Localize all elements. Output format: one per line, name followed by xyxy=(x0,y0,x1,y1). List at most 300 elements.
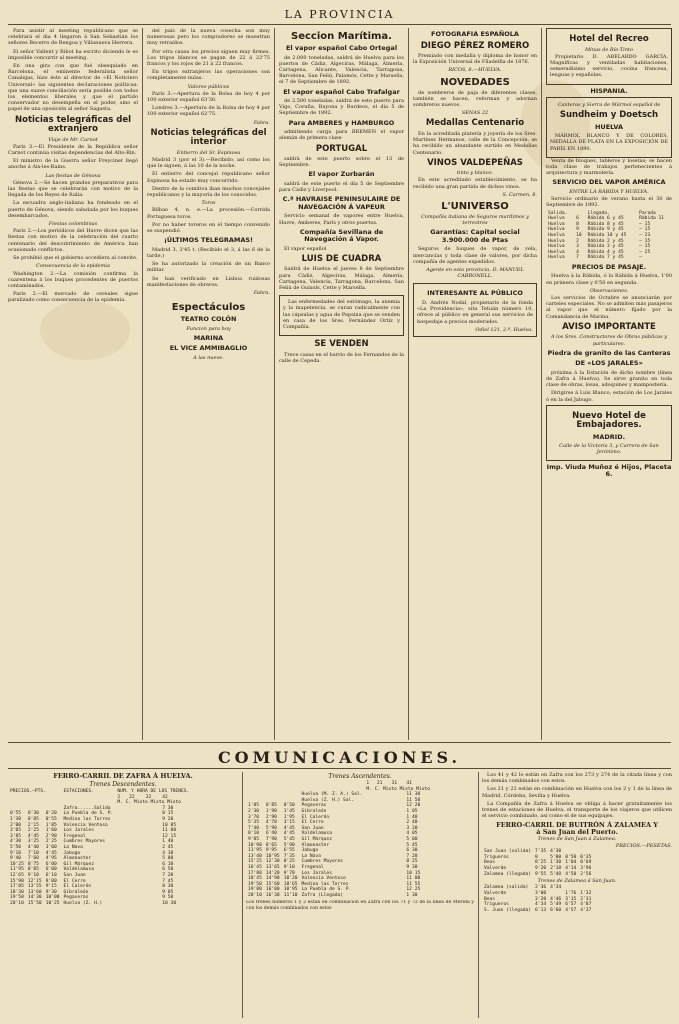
paragraph: Génova 2.—Se hacen grandes preparativos para las fiestas que se celebrarán con motivo de la llegada de los Reyes de Italia. xyxy=(8,179,138,199)
table-cell: Beas xyxy=(484,860,496,866)
table-cell: — 15 xyxy=(639,227,651,233)
table-cell: 6'40 xyxy=(265,831,277,837)
column-divider xyxy=(478,772,479,1018)
table-cell: La Puebla de S. P. xyxy=(63,811,114,817)
theatre-note: Funcion para hoy xyxy=(186,325,231,332)
column-divider xyxy=(242,772,243,1018)
table-cell: 2'31 xyxy=(580,896,592,902)
table-cell: Almonaster xyxy=(301,842,330,848)
table-cell: 2'25 xyxy=(45,839,57,845)
ad-title: SE VENDEN xyxy=(314,339,369,350)
paragraph: Servicio ordinario de verano hasta el 30 de Septiembre de 1892. xyxy=(546,196,672,209)
table-cell: 7'35 xyxy=(535,849,547,855)
column-1 xyxy=(8,28,138,740)
table-cell: Gibraleón xyxy=(301,808,327,814)
table-cell: Fregenal xyxy=(301,864,324,870)
paragraph: saldrá de este puerto sobre el 13 de Septiembre. xyxy=(279,156,404,169)
table-cell xyxy=(375,893,390,899)
table-cell: 14'90 xyxy=(265,876,280,882)
table-cell: 8'85 xyxy=(27,867,39,873)
timetable-title: FERRO-CARRIL DE BUITRÓN Á ZALAMEA Y xyxy=(496,821,658,830)
section-heading: Seccion Marítima. xyxy=(291,31,392,42)
table-cell: 10'65 xyxy=(283,881,298,887)
table-cell: 2 40 xyxy=(406,820,418,826)
table-cell: 2'36 xyxy=(535,885,547,891)
table-row xyxy=(8,817,191,823)
table-cell: Jabugo xyxy=(63,850,81,856)
table-cell: 1 05 xyxy=(406,808,418,814)
ferry-schedule-table xyxy=(546,211,672,261)
table-cell: 13'55 xyxy=(27,884,42,890)
table-cell: Zafra......Salida xyxy=(63,805,111,811)
timetable-subtitle: Trenes Descendentes. xyxy=(89,781,157,788)
table-cell: 5'45 xyxy=(283,836,295,842)
table-cell: 6'00 xyxy=(45,861,57,867)
table-cell: 16'30 xyxy=(265,892,280,898)
table-cell: — 15 xyxy=(639,244,651,250)
table-cell: Huelva xyxy=(548,238,565,244)
section-rule xyxy=(8,742,671,743)
table-cell: 3'20 xyxy=(535,896,547,902)
paragraph: Los 41 y 42 lo están en Zafra con los 273 y 274 de la citada línea y con los demás combinados con estos. xyxy=(482,772,672,785)
table-cell: Valdelamusa xyxy=(301,831,332,837)
table-cell: 3'70 xyxy=(248,814,260,820)
table-cell: S. Juan (llegada) xyxy=(484,907,532,913)
imprint: Imp. Viuda Muñoz é Hijos, Placeta 6. xyxy=(546,462,672,479)
table-cell: 8 25 xyxy=(406,859,418,865)
paragraph: MÁRMOL BLANCO Y DE COLORES, MEDALLA DE PLATA EN LA EXPOSICIÓN DE PARÍS EN 1890. xyxy=(550,133,668,152)
timetable xyxy=(246,781,432,898)
table-cell: 7'90 xyxy=(265,836,277,842)
table-row xyxy=(482,908,593,914)
train-types: M. C. Mixto Mixto Mixto xyxy=(117,800,181,806)
train-number: 21 xyxy=(376,781,383,786)
table-cell: 4 10 xyxy=(162,850,174,856)
table-cell: 6'00 xyxy=(45,867,57,873)
table-cell: 0'50 xyxy=(565,854,577,860)
timetable xyxy=(482,885,593,913)
table-header: Parada xyxy=(639,210,656,216)
table-cell: 10 05 xyxy=(162,822,177,828)
column-3 xyxy=(279,28,404,740)
table-cell: Almonaster xyxy=(63,856,92,862)
table-cell: 3'15 xyxy=(283,820,295,826)
table-cell: 11 30 xyxy=(406,792,421,798)
table-cell: Zafra (Llegada) xyxy=(301,892,344,898)
ad-title: Compañía Sevillana de Navegación á Vapor. xyxy=(299,227,384,244)
table-cell: Rábida 6 y 45 xyxy=(587,216,624,222)
table-cell: 1'85 xyxy=(45,822,57,828)
table-cell: 6'60 xyxy=(550,907,562,913)
table-cell: 1'30 xyxy=(10,816,22,822)
ad-title: PORTUGAL xyxy=(315,143,368,154)
table-row xyxy=(546,216,672,222)
ad-address: SENAS 22 xyxy=(461,110,489,117)
table-cell: 6'57 xyxy=(565,902,577,908)
ad-title: INTERESANTE AL PÚBLICO xyxy=(427,289,523,298)
table-cell: Los Jarales xyxy=(63,828,94,834)
table-cell: 13'60 xyxy=(27,889,42,895)
table-cell: Huelva (M. Z. A.) Sal. xyxy=(301,792,363,798)
paragraph: D. Andrés Nodal, propietario de la fonda «La Providencia», sita Tetuán número 10, ofrece al público en general sus servicios de hospedaje a precios moderados. xyxy=(417,299,533,325)
table-cell: 8'75 xyxy=(27,861,39,867)
paragraph: Se prohibió que el gobierno accediera al convite. xyxy=(13,255,138,262)
table-cell: 2'00 xyxy=(10,822,22,828)
table-cell: 8'10 xyxy=(248,831,260,837)
table-cell: 9'85 xyxy=(248,836,260,842)
table-cell: 1'05 xyxy=(248,803,260,809)
subheading: Observaciones. xyxy=(589,287,629,294)
table-cell: 10'20 xyxy=(283,876,298,882)
table-cell: 3'15 xyxy=(565,896,577,902)
table-cell: 4'50 xyxy=(565,871,577,877)
table-cell: 5 00 xyxy=(162,856,174,862)
table-cell: 2'90 xyxy=(45,833,57,839)
table-cell: 4'30 xyxy=(10,839,22,845)
table-header: PRECIOS.—PTS. xyxy=(10,789,46,794)
table-cell: 9'20 xyxy=(535,866,547,872)
table-cell: 11'95 xyxy=(10,867,24,873)
table-cell: — 15 xyxy=(639,221,651,227)
table-cell: 5'00 xyxy=(550,854,562,860)
ad-title: LUIS DE CUADRA xyxy=(301,253,382,264)
table-cell: 13'40 xyxy=(248,853,262,859)
table-cell: — 23 xyxy=(639,232,651,238)
section-heading: Espectáculos xyxy=(171,302,246,314)
table-cell: 9'95 xyxy=(265,848,277,854)
table-cell: 5'90 xyxy=(283,842,295,848)
table-cell: Huelva xyxy=(548,244,565,250)
table-cell: 7'60 xyxy=(27,856,39,862)
table-cell: 1'76 xyxy=(565,891,577,896)
table-cell: San Juan xyxy=(301,825,324,831)
paragraph: Londres 3.—Apertura de la Bolsa de hoy 4 por 100 exterior español 62'75. xyxy=(147,105,270,118)
paragraph: Madrid 3 (por el 3).—Recibido, así como los que le siguen, á las 10 de la noche. xyxy=(147,157,270,170)
table-cell: 15'60 xyxy=(265,881,280,887)
table-cell: 13'65 xyxy=(265,864,280,870)
ad-address: Calle de la Victoria 3, y Carrera de San Jerónimo. xyxy=(559,443,659,456)
ad-title: SERVICIO DEL VAPOR AMÉRICA xyxy=(552,178,666,187)
paragraph: París 2.—Los periódicos del Havre dicen que las fiestas con motivo de la celebración del cuarto centenario del descubrimiento de América han ocasionado conflictos. xyxy=(8,228,138,253)
table-cell: 11'10 xyxy=(283,892,298,898)
table-cell: 17'05 xyxy=(10,884,24,890)
table-cell: 4'45 xyxy=(45,850,57,856)
table-cell: 0'30 xyxy=(27,811,39,817)
ad-title: VINOS VALDEPEÑAS xyxy=(427,157,523,168)
table-cell: 5'50 xyxy=(10,844,22,850)
ad-sub: A los Sres. Constructores de Obras públicas y particulares. xyxy=(550,334,668,347)
table-cell: 8'25 xyxy=(535,860,547,866)
ad-title: Nuevo Hotel de Embajadores. xyxy=(572,410,646,431)
table-cell: 4'45 xyxy=(283,831,295,837)
section-rule xyxy=(8,768,671,769)
table-cell: Medina las Torres xyxy=(63,816,111,822)
table-cell: 8 xyxy=(576,221,579,227)
table-cell: 9 05 xyxy=(162,889,174,895)
table-cell: 10'95 xyxy=(283,887,298,893)
table-cell: 9'10 xyxy=(10,850,22,856)
table-cell: 2'25 xyxy=(27,828,39,834)
ad-title: El vapor español Cabo Ortegal xyxy=(285,44,398,52)
table-cell: 4'46 xyxy=(550,896,562,902)
table-cell: 9 50 xyxy=(162,895,174,901)
table-cell: 12'30 xyxy=(265,859,280,865)
table-cell: 8 xyxy=(535,854,538,860)
paragraph: Se ha autorizado la creación de un Banco militar. xyxy=(147,261,270,274)
table-cell: 1 30 xyxy=(406,892,418,898)
section-heading: ¡ÚLTIMOS TELEGRAMAS! xyxy=(163,236,254,245)
table-cell: Medina las Torres xyxy=(301,881,349,887)
paragraph: de 2.000 toneladas, saldrá de Huelva para los puertos de Cádiz, Algeciras, Málaga, Almería, Cartagena, Alicante, Valencia, Tarragona, Barcelona, San Feliú, Palamós, Cette y Marsella, el 7 de Septiembre de 1892. xyxy=(279,54,404,86)
timetable xyxy=(8,789,191,906)
paragraph: La escuadra anglo-italiana ha fondeado en el puerto de Génova, siendo saludada por los buques desembarcados. xyxy=(8,200,138,219)
table-cell: 14'30 xyxy=(27,895,42,901)
table-cell: Trigueros xyxy=(484,854,509,860)
fare-heading: PRECIOS.—PESETAS. xyxy=(615,843,672,850)
table-cell: 3'85 xyxy=(10,833,22,839)
table-cell: Trigueros xyxy=(484,902,509,908)
table-cell: 11 00 xyxy=(162,828,177,834)
paragraph: del país de la nueva cosecha son muy numerosas pero los compradores se muestran muy retraídos. xyxy=(147,28,270,47)
table-cell: 4'40 xyxy=(27,844,39,850)
table-cell: 5'48 xyxy=(550,871,562,877)
ad-address: Odiel 121, 2.º, Huelva. xyxy=(475,326,533,333)
table-cell: 8'25 xyxy=(283,859,295,865)
table-cell: El Cerro xyxy=(301,820,324,826)
paragraph: admitiendo carga para BREMEN el vapor alemán de primera clase xyxy=(279,129,404,142)
theatre-play: MARINA xyxy=(193,333,224,342)
ad-address: RICOS, 8.—HUELVA. xyxy=(448,67,502,74)
table-cell: 4'34 xyxy=(550,885,562,891)
table-cell: 0'20 xyxy=(45,811,57,817)
table-cell: 6 30 xyxy=(406,848,418,854)
table-cell: 0'55 xyxy=(10,811,22,817)
table-cell xyxy=(144,901,161,907)
table-cell: 1'30 xyxy=(550,860,562,866)
table-cell: 10'25 xyxy=(10,861,24,867)
column-2 xyxy=(147,28,270,740)
column-divider xyxy=(274,28,275,740)
subheading: Valores públicos xyxy=(187,83,230,90)
paragraph: Trece casas en el barrio de los Fernandos de la calle de Cepeda. xyxy=(279,351,404,364)
table-cell: Valencia Ventoso xyxy=(63,822,108,828)
ad-city: MADRID. xyxy=(592,432,626,441)
table-cell: 0'35 xyxy=(580,854,592,860)
table-cell: 10 15 xyxy=(406,870,421,876)
table-cell: 4'30 xyxy=(550,849,562,855)
table-cell: Huelva xyxy=(548,249,565,255)
section-heading: Noticias telegráficas del extranjero xyxy=(14,114,131,135)
train-number: 41 xyxy=(406,781,412,786)
table-cell: El Calerón xyxy=(301,814,330,820)
paragraph: Saldrá de Huelva el jueves 8 de Septiembre para Cádiz, Algeciras, Málaga, Almería, Cartagena, Valencia, Tarragona, Barcelona, San Feliú de Guixols, Cette y Marsella. xyxy=(279,266,404,292)
table-cell: 8 15 xyxy=(162,811,174,817)
ad-sub: tinto y blanco. xyxy=(456,170,494,177)
table-cell: 9 30 xyxy=(406,864,418,870)
paragraph: París 2.—El mercado de cereales sigue paralizado como consecuencia de la epidemia. xyxy=(8,291,138,304)
top-rule xyxy=(8,24,671,25)
table-header: Llegada. xyxy=(587,210,610,216)
table-cell: Rábida 11 xyxy=(639,216,665,222)
table-cell: 10'90 xyxy=(248,842,262,848)
table-cell: 12'65 xyxy=(10,872,24,878)
table-cell: 9'10 xyxy=(27,872,39,878)
paragraph: Dentro de la comitiva iban muchos concejales republicanos y la mayoría de los conocidos. xyxy=(147,185,270,199)
table-cell: 16'45 xyxy=(248,864,262,870)
table-cell: 4'14 xyxy=(565,866,577,872)
table-cell: 19'80 xyxy=(248,887,262,893)
table-cell: 3'00 xyxy=(45,844,57,850)
timetable-subtitle: Trenes de Zalamea á San Juan. xyxy=(537,878,617,885)
train-number: 22 xyxy=(129,794,135,800)
ad-title: NOVEDADES xyxy=(440,76,510,88)
table-cell: 5'49 xyxy=(550,902,562,908)
table-cell: 4'34 xyxy=(535,902,547,908)
paragraph: Madrid 3, 3'45 t. (Recibido el 3, á las 6 de la tarde.) xyxy=(147,246,270,259)
table-cell: — 25 xyxy=(639,249,651,255)
table-cell: El Cerro xyxy=(63,878,86,884)
timetable-title: FERRO-CARRIL DE ZAFRA Á HUELVA. xyxy=(53,772,193,780)
paragraph: Propietario D. ABELARDO GARCÍA. Magníficas y ventiladas habitaciones, esmeradísimo servicio, cocina francesa, lenguas y españolas. xyxy=(550,53,668,79)
table-cell: 6 10 xyxy=(162,861,174,867)
paragraph: de 2.500 toneladas, saldrá de este puerto para Vigo, Coruña, Bayona y Burdeos, el día 5 de Septiembre de 1892. xyxy=(279,98,404,117)
signature: Fabra. xyxy=(253,290,270,296)
table-cell: 7 30 xyxy=(162,805,174,811)
table-cell: — 15 xyxy=(639,238,651,244)
table-cell: 3'00 xyxy=(535,891,547,896)
table-row xyxy=(482,872,593,878)
paragraph: La Compañía de Zafra á Huelva se obliga á hacer gratuitamente los trenes de estaciones de Huelva, el transporte de los viajeros que utilicen el servicio combinado, así como el de sus equipajes. xyxy=(482,800,672,820)
table-cell: Beas xyxy=(484,896,496,902)
table-cell: 9'10 xyxy=(283,864,295,870)
timetable xyxy=(482,849,593,877)
table-cell: 6'13 xyxy=(535,907,547,913)
train-number: 31 xyxy=(391,781,398,786)
paragraph: En una gira con que fué obsequiado en Barcelona, el eminente federalista señor Canalejas, hizo éste al director de «El Noticiero Universal» las siguientes declaraciones políticas: que una suave conciliación sería posible con todos los elementos liberales y que el partido conservador no desempeña en el poder, sino el papel de una oposición al señor Sagasta. xyxy=(8,63,138,113)
table-cell: Huelva xyxy=(548,255,565,261)
table-cell: 0'69 xyxy=(580,860,592,866)
table-cell: 3'96 xyxy=(580,866,592,872)
table-cell: 7 20 xyxy=(406,853,418,859)
ad-capital: Garantías: Capital social 3.900.000 de Ptas xyxy=(430,228,520,244)
ad-title: AVISO IMPORTANTE xyxy=(562,321,656,332)
table-cell: Huelva (Z. H.) Sal. xyxy=(301,797,355,803)
table-cell: Zalamea (salida) xyxy=(484,885,529,891)
paragraph: Dirigirse á Luis Blanco, estación de Los Jarales ó en la del Jabugo. xyxy=(546,390,672,403)
table-cell: 12 20 xyxy=(406,803,421,809)
table-cell: 5'90 xyxy=(265,825,277,831)
table-cell: 6'10 xyxy=(45,872,57,878)
table-cell: 11 50 xyxy=(406,797,421,803)
table-cell: 7 45 xyxy=(162,878,174,884)
table-cell: 10'25 xyxy=(45,900,60,906)
table-cell: Cumbres Mayores xyxy=(63,839,106,845)
ad-title: L'UNIVERSO xyxy=(441,201,509,213)
table-cell: 5 00 xyxy=(406,836,418,842)
subheading: Toros xyxy=(201,200,216,207)
rail-notes xyxy=(482,772,672,1020)
subheading: Entierro del Sr. Espinosa xyxy=(176,149,241,156)
table-cell: La Nava xyxy=(63,844,83,850)
ad-title: Hotel del Recreo xyxy=(569,34,649,44)
ad-title: El vapor Zurbarán xyxy=(308,170,375,179)
table-cell: 7'35 xyxy=(283,853,295,859)
table-cell: 2 45 xyxy=(162,844,174,850)
table-cell: 12 15 xyxy=(162,833,177,839)
paragraph: El señor Vallent y Ribot ha escrito diciendo le es imposible concurrir al meeting. xyxy=(8,48,138,61)
theatre-name: TEATRO COLÓN xyxy=(180,315,237,324)
table-cell: 8'65 xyxy=(265,842,277,848)
table-cell: 11 00 xyxy=(406,876,421,882)
paragraph: Huelva á la Rábida, ó la Rábida á Huelva, 1'00 en primera clase y 0'50 en segunda. xyxy=(546,273,672,286)
pharmacy-ad-box xyxy=(279,295,404,336)
table-cell: 15'25 xyxy=(248,859,262,865)
table-cell: 5'35 xyxy=(248,820,260,826)
table-cell: 0'85 xyxy=(265,803,277,809)
table-cell: 4 xyxy=(576,249,579,255)
paragraph: próxima á la Estación de dicho nombre (línea de Zafra á Huelva). Se sirve granito en toda clase de obras, losas, adoquines y mampostería. xyxy=(546,369,672,389)
table-cell: 3 20 xyxy=(406,825,418,831)
table-cell: 9'15 xyxy=(45,884,57,890)
rail-timetable-ascending xyxy=(246,772,474,1020)
table-cell: 0'85 xyxy=(27,816,39,822)
table-cell: 10'95 xyxy=(265,853,280,859)
ad-title: Sundheim y Doetsch xyxy=(559,110,659,121)
paragraph: Por no haber toreros en el tiempo convenido se suspendió. xyxy=(147,221,270,235)
paragraph: El entierro del concejal republicano señor Espinosa ha estado muy concurrido. xyxy=(147,171,270,184)
table-cell: 1'95 xyxy=(283,814,295,820)
table-cell: 1'45 xyxy=(283,808,295,814)
table-cell: San Juan (salida) xyxy=(484,849,532,855)
table-cell: 7'10 xyxy=(27,850,39,856)
ad-sub: Canteras y Sierra de Mármol español de xyxy=(557,102,661,109)
table-cell: 12'15 xyxy=(27,878,42,884)
table-cell: 1'04 xyxy=(565,860,577,866)
table-cell: 9'30 xyxy=(45,889,57,895)
table-cell: Gil Márquez xyxy=(63,861,94,867)
table-cell: Jabugo xyxy=(301,848,319,854)
train-types: M. C. Mixto Mixto Mixto xyxy=(366,786,431,792)
paragraph: Washington 2.—La comisión confirma la cuarentena á los buques procedentes de puertos contaminados. xyxy=(8,270,138,289)
table-cell: 6 50 xyxy=(162,867,174,873)
table-cell: Huelva xyxy=(548,227,565,233)
paragraph: Bilbao 4, n. e.—La procesión.—Corrida Portuguesa toros. xyxy=(147,207,270,220)
table-cell: Cumbres Mayores xyxy=(301,859,344,865)
subheading: Fiestas colombinas xyxy=(48,221,98,228)
column-4 xyxy=(413,28,537,740)
table-cell: 15'50 xyxy=(27,900,42,906)
table-header: NUM. Y HORA DE LOS TRENES. xyxy=(117,789,190,794)
section-heading: Noticias telegráficas del interior xyxy=(150,127,267,148)
table-cell: 8 30 xyxy=(162,884,174,890)
table-cell: El Calerón xyxy=(63,884,92,890)
table-row xyxy=(546,255,672,261)
timetable-title: á San Juan del Puerto. xyxy=(536,827,618,836)
ad-title: Para AMBERES y HAMBURGO xyxy=(288,118,395,127)
paragraph: En trigos extranjeros las operaciones son completamente nulas. xyxy=(147,69,270,82)
table-cell: 4 05 xyxy=(406,831,418,837)
ad-city: HUELVA xyxy=(594,122,624,131)
theatre-time: A las nueve. xyxy=(193,354,224,361)
ad-title: DE «LOS JARALES» xyxy=(575,359,643,368)
paragraph: Para asistir al meeting republicano que se celebrará el dia 4 llegaron á San Sebastián los señores Becerro de Bengoa y Villanueva Herrera. xyxy=(8,28,138,47)
table-cell: 0'55 xyxy=(45,816,57,822)
table-cell: 19'50 xyxy=(10,895,24,901)
ad-title: DIEGO PÉREZ ROMERO xyxy=(420,40,530,51)
table-header: ESTACIONES. xyxy=(63,789,94,794)
table-cell: Fregenal xyxy=(63,833,86,839)
table-cell: La Nava xyxy=(301,853,321,859)
